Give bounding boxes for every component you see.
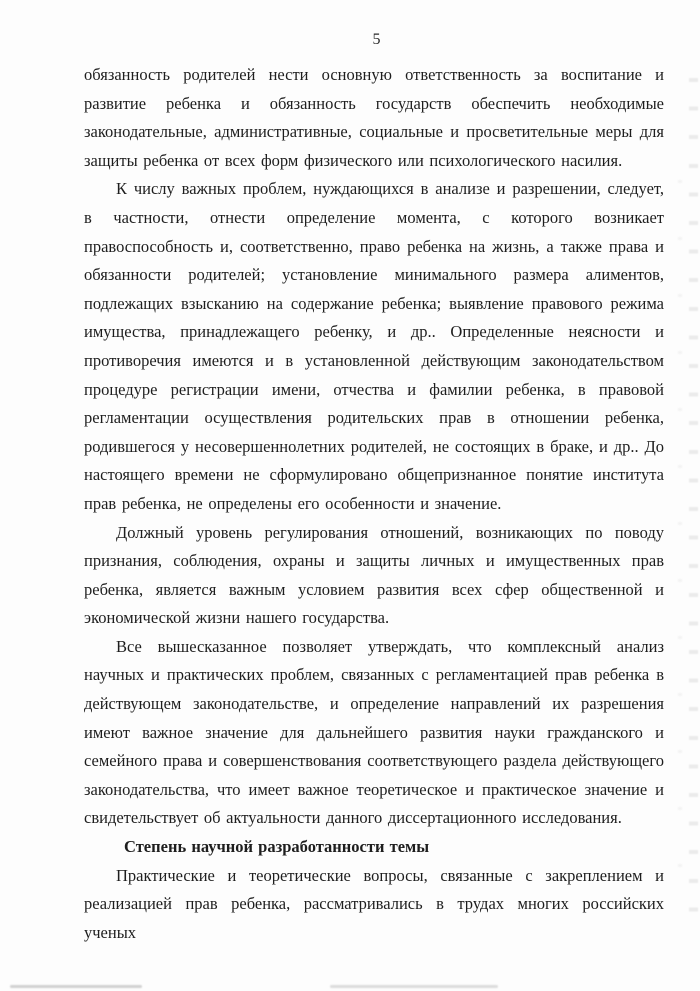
body-paragraph: обязанность родителей нести основную ответственность за воспитание и развитие ребенка и обязанность государств обеспечить необходимые законодательные, административные, социальные и просветительные меры для защиты ребенка от всех форм физического или психологического насилия. — [84, 65, 664, 170]
scan-artifact-right-edge — [689, 78, 698, 918]
body-paragraph: Должный уровень регулирования отношений, возникающих по поводу признания, соблюдения, охраны и защиты личных и имущественных прав ребенка, является важным условием развития всех сфер общественной и экономической жизни нашего государства. — [84, 522, 664, 628]
page-body — [84, 61, 664, 947]
scan-artifact-bottom-left — [10, 985, 142, 988]
body-paragraph: Практические и теоретические вопросы, связанные с закреплением и реализацией прав ребенка, рассматривались в трудах многих российских ученых — [84, 865, 664, 942]
body-paragraph: Все вышесказанное позволяет утверждать, что комплексный анализ научных и практических проблем, связанных с регламентацией прав ребенка в действующем законодательстве, и определение направлений их разрешения имеют важное значение для дальнейшего развития науки гражданского и семейного права и совершенствования соответствующего раздела действующего законодательства, что имеет важное теоретическое и практическое значение и свидетельствует об актуальности данного диссертационного исследования. — [84, 636, 664, 828]
scan-artifact-bottom-right — [330, 985, 498, 988]
body-paragraph: К числу важных проблем, нуждающихся в анализе и разрешении, следует, в частности, отнести определение момента, с которого возникает правоспособность и, соответственно, право ребенка на жизнь, а также права и обязанности родителей; установление минимального размера алиментов, подлежащих взысканию на содержание ребенка; выявление правового режима имущества, принадлежащего ребенку, и др.. Определенные неясности и противоречия имеются и в установленной действующим законодательством процедуре регистрации имени, отчества и фамилии ребенка, в правовой регламентации осуществления родительских прав в отношении ребенка, родившегося у несовершеннолетних родителей, не состоящих в браке, и др.. До настоящего времени не сформулировано общепризнанное понятие института прав ребенка, не определены его особенности и значение. — [84, 179, 664, 513]
section-heading: Степень научной разработанности темы — [124, 837, 430, 857]
page-number: 5 — [372, 31, 382, 48]
scan-artifact-right-inner — [678, 180, 682, 880]
